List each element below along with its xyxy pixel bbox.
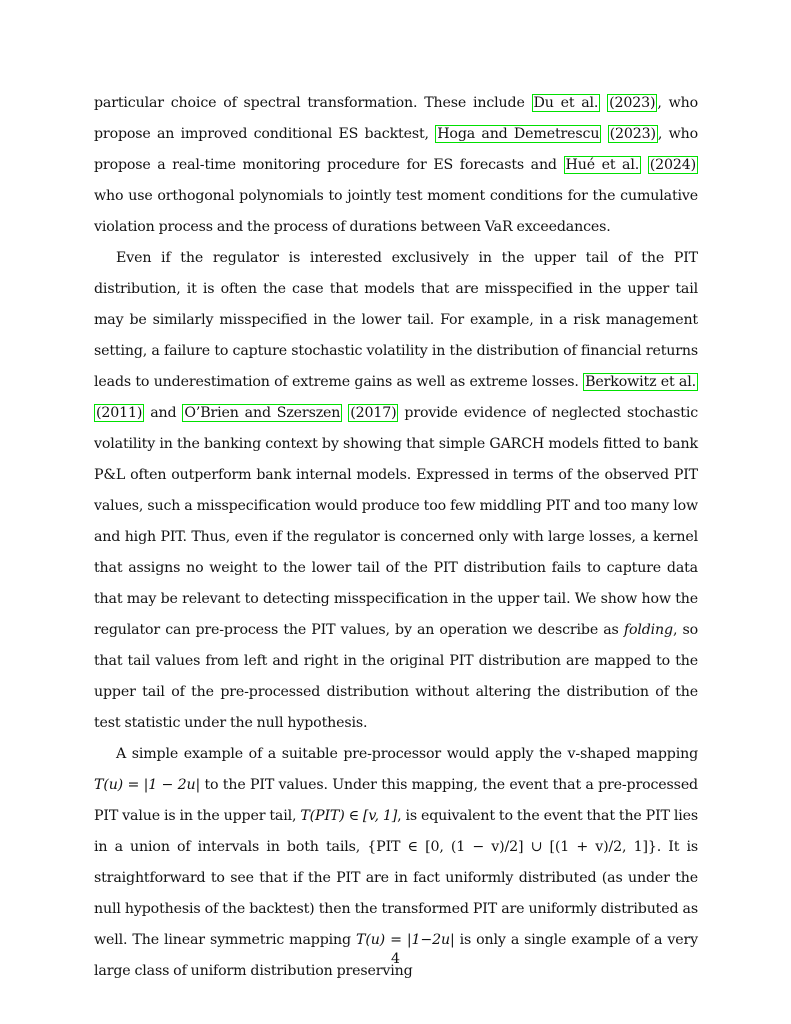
emphasis-term: folding <box>623 622 673 638</box>
page-body <box>94 88 698 987</box>
math-inline: T(u) = |1 − 2u| <box>94 777 201 793</box>
citation-year-link[interactable]: (2017) <box>350 405 397 421</box>
paragraph-3 <box>94 739 698 987</box>
math-inline: T(PIT) ∈ [v, 1] <box>300 808 398 824</box>
text: provide evidence of neglected stochastic volatility in the banking context by showing that simple GARCH models fitted to bank P&L often outperform bank internal models. Expressed in terms of the observed PIT values, such a misspecification would produce too few middling PIT and too many low and high PIT. Thus, even if the regulator is concerned only with large losses, a kernel that assigns no weight to the lower tail of the PIT distribution fails to capture data that may be relevant to detecting misspecification in the upper tail. We show how the regulator can pre-process the PIT values, by an operation we describe as <box>94 405 698 638</box>
citation-link[interactable]: O’Brien and Szerszen <box>184 405 341 421</box>
math-inline: {PIT ∈ [0, (1 − v)/2] ∪ [(1 + v)/2, 1]} <box>367 839 657 855</box>
text: is only a single example of a very large class of uniform distribution preserving <box>94 932 698 979</box>
citation-year-link[interactable]: (2023) <box>609 126 656 142</box>
text: particular choice of spectral transformation. These include <box>94 95 532 111</box>
text: A simple example of a suitable pre-processor would apply the v-shaped mapping <box>116 746 698 762</box>
text: Even if the regulator is interested exclusively in the upper tail of the PIT distribution, it is often the case that models that are misspecified in the upper tail may be similarly misspecified in the lower tail. For example, in a risk management setting, a failure to capture stochastic volatility in the distribution of financial returns leads to underestimation of extreme gains as well as extreme losses. <box>94 250 698 390</box>
citation-link[interactable]: Du et al. <box>533 95 599 111</box>
paragraph-1 <box>94 88 698 243</box>
citation-year-link[interactable]: (2011) <box>96 405 143 421</box>
text <box>601 126 607 142</box>
citation-year-link[interactable]: (2023) <box>609 95 656 111</box>
text: and <box>144 405 183 421</box>
text: , who propose an improved conditional ES backtest, <box>94 95 698 142</box>
citation-link[interactable]: Hué et al. <box>565 157 640 173</box>
text: , so that tail values from left and right in the original PIT distribution are mapped to the upper tail of the pre-processed distribution without altering the distribution of the test statistic under the null hypothesis. <box>94 622 699 731</box>
text: , is equivalent to the event that the PIT lies in a union of intervals in both tails, <box>94 808 698 855</box>
citation-link[interactable]: Hoga and Demetrescu <box>437 126 600 142</box>
text <box>641 157 648 173</box>
paragraph-2 <box>94 243 698 739</box>
citation-year-link[interactable]: (2024) <box>649 157 696 173</box>
page-number: 4 <box>390 951 401 967</box>
text: to the PIT values. Under this mapping, the event that a pre-processed PIT value is in the upper tail, <box>94 777 698 824</box>
math-inline: T(u) = |1−2u| <box>356 932 455 948</box>
text: who use orthogonal polynomials to jointly test moment conditions for the cumulative violation process and the process of durations between VaR exceedances. <box>94 188 698 235</box>
text: . It is straightforward to see that if the PIT are in fact uniformly distributed (as under the null hypothesis of the backtest) then the transformed PIT are uniformly distributed as well. The linear symmetric mapping <box>94 839 698 948</box>
citation-link[interactable]: Berkowitz et al. <box>585 374 696 390</box>
text: , who propose a real-time monitoring procedure for ES forecasts and <box>94 126 698 173</box>
